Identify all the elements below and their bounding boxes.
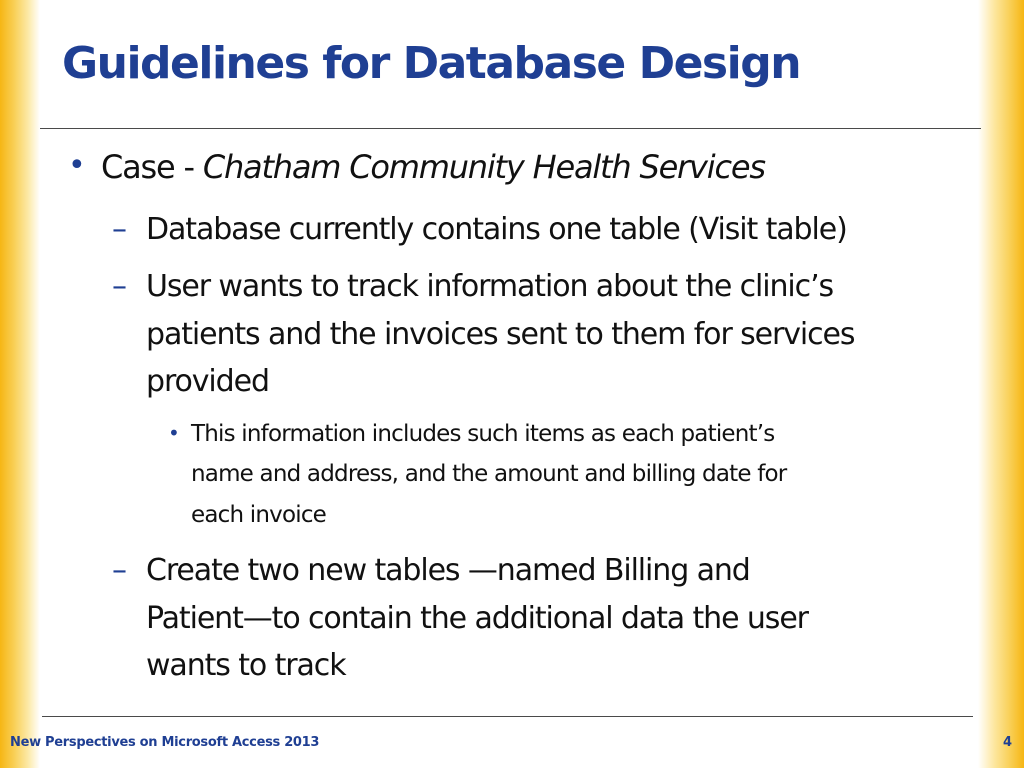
sub-bullet-new-tables-line1: Create two new tables —named Billing and xyxy=(146,553,750,588)
sub-bullet-new-tables-line3: wants to track xyxy=(146,648,346,683)
left-accent-bar xyxy=(0,0,40,768)
bullet-marker: • xyxy=(68,148,86,183)
sub-bullet-track-info-line1: User wants to track information about the clinic’s xyxy=(146,269,834,304)
footer-divider xyxy=(42,716,973,717)
dash-marker: – xyxy=(112,269,127,304)
footer-text: New Perspectives on Microsoft Access 2013 xyxy=(10,735,320,750)
bullet-marker: • xyxy=(168,421,180,445)
sub-bullet-current-table: Database currently contains one table (Visit table) xyxy=(146,212,847,247)
page-number: 4 xyxy=(1002,735,1012,750)
sub-bullet-track-info-line3: provided xyxy=(146,364,269,399)
detail-bullet-line1: This information includes such items as each patient’s xyxy=(191,421,775,447)
dash-marker: – xyxy=(112,553,127,588)
case-prefix: Case - xyxy=(101,148,203,186)
detail-bullet-line2: name and address, and the amount and billing date for xyxy=(191,461,787,487)
sub-bullet-new-tables-line2: Patient—to contain the additional data the user xyxy=(146,601,808,636)
right-accent-bar xyxy=(978,0,1024,768)
title-divider xyxy=(40,128,981,129)
detail-bullet-line3: each invoice xyxy=(191,502,327,528)
slide-title: Guidelines for Database Design xyxy=(62,38,801,89)
dash-marker: – xyxy=(112,212,127,247)
bullet-case xyxy=(101,148,765,186)
sub-bullet-track-info-line2: patients and the invoices sent to them for services xyxy=(146,317,855,352)
case-name: Chatham Community Health Services xyxy=(202,148,765,186)
